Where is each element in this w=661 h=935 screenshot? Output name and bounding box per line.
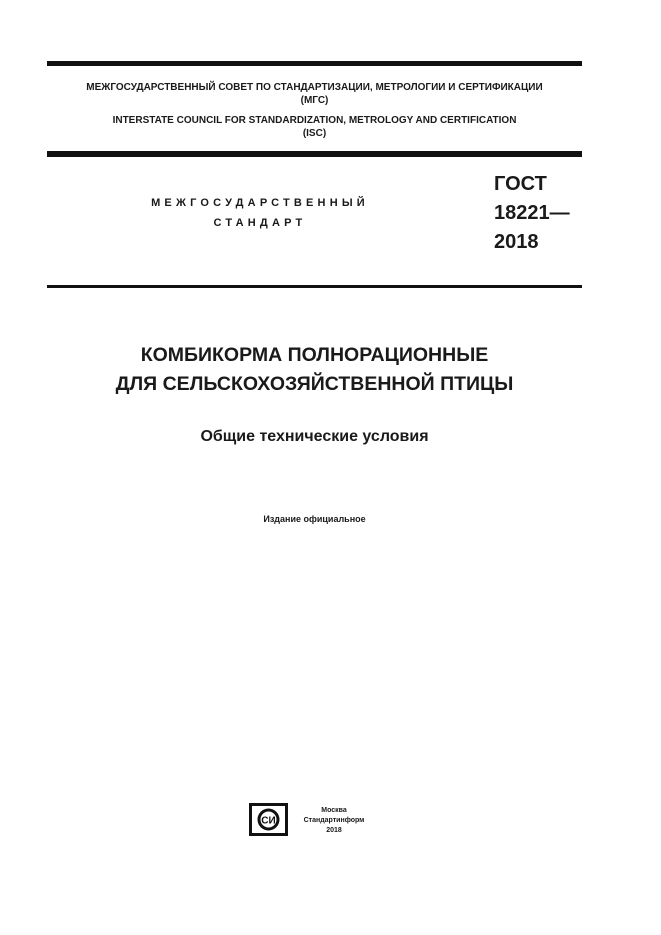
council-ru-abbr: (МГС) — [300, 95, 329, 106]
publisher-name: Стандартинформ — [303, 817, 365, 824]
header-rule — [47, 151, 582, 157]
gost-year: 2018 — [494, 231, 539, 253]
gost-number: 18221— — [494, 202, 570, 224]
document-title — [47, 341, 582, 399]
publisher-city: Москва — [321, 807, 347, 814]
document-subtitle: Общие технические условия — [200, 428, 429, 445]
council-en-abbr: (ISC) — [302, 128, 327, 139]
svg-text:СИ: СИ — [261, 815, 276, 827]
standard-type-line1: МЕЖГОСУДАРСТВЕННЫЙ — [151, 197, 369, 209]
publisher-imprint — [296, 806, 372, 836]
title-line1: КОМБИКОРМА ПОЛНОРАЦИОННЫЕ — [140, 344, 489, 366]
gost-designation — [494, 170, 570, 257]
standard-type-line2: СТАНДАРТ — [213, 217, 307, 229]
council-name-ru — [47, 81, 582, 107]
edition-note: Издание официальное — [263, 514, 366, 524]
council-en-line: INTERSTATE COUNCIL FOR STANDARDIZATION, METROLOGY AND CERTIFICATION — [112, 115, 517, 126]
top-rule — [47, 61, 582, 66]
title-line2: ДЛЯ СЕЛЬСКОХОЗЯЙСТВЕННОЙ ПТИЦЫ — [115, 373, 514, 395]
designation-rule — [47, 285, 582, 288]
council-ru-line: МЕЖГОСУДАРСТВЕННЫЙ СОВЕТ ПО СТАНДАРТИЗАЦИИ, МЕТРОЛОГИИ И СЕРТИФИКАЦИИ — [86, 82, 543, 93]
standard-type — [120, 193, 400, 233]
gost-prefix: ГОСТ — [494, 173, 547, 195]
standartinform-logo-icon — [249, 803, 288, 836]
publisher-year: 2018 — [326, 827, 342, 834]
council-name-en — [47, 114, 582, 140]
